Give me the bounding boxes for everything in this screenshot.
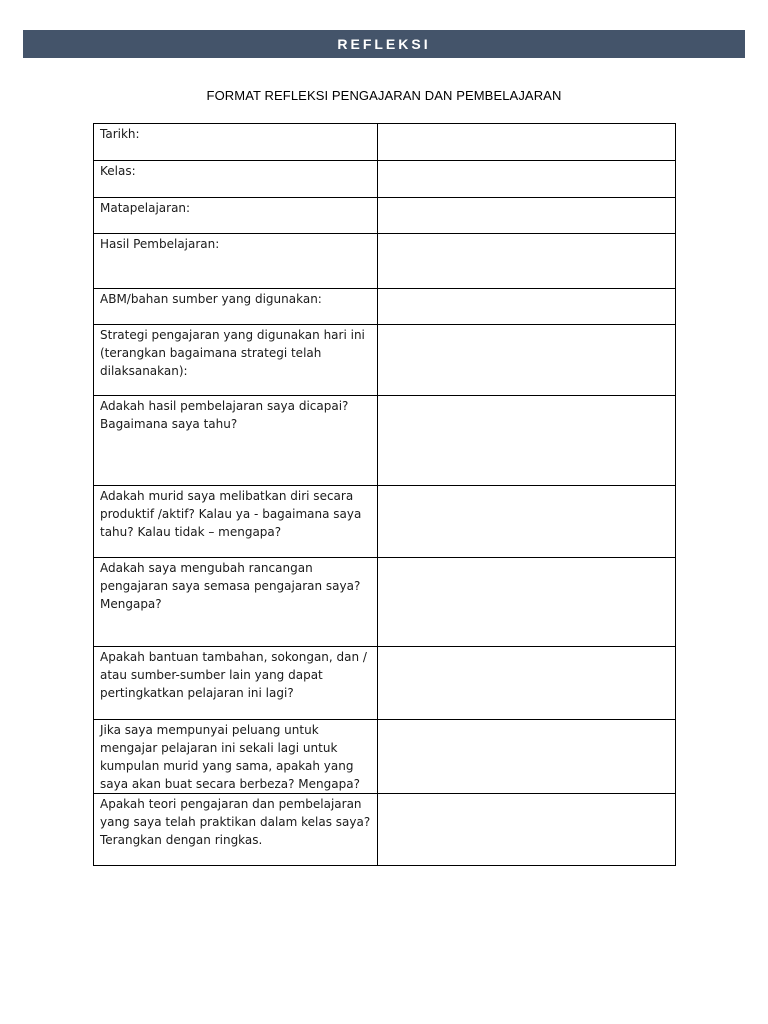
row-label: Hasil Pembelajaran: [94, 234, 378, 289]
row-label: Kelas: [94, 161, 378, 198]
form-row-hasil-dicapai [94, 396, 676, 486]
form-row-peluang-mengajar [94, 720, 676, 794]
form-row-ubah-rancangan [94, 558, 676, 647]
answer-cell-hasil-pembelajaran[interactable] [378, 234, 676, 289]
answer-cell-teori[interactable] [378, 794, 676, 866]
row-label: Adakah saya mengubah rancangan pengajaran saya semasa pengajaran saya? Mengapa? [94, 558, 378, 647]
answer-cell-murid-aktif[interactable] [378, 486, 676, 558]
answer-cell-matapelajaran[interactable] [378, 198, 676, 234]
answer-cell-bantuan-tambahan[interactable] [378, 647, 676, 720]
form-row-matapelajaran [94, 198, 676, 234]
form-row-tarikh [94, 124, 676, 161]
row-label: Adakah murid saya melibatkan diri secara produktif /aktif? Kalau ya - bagaimana saya tahu? Kalau tidak – mengapa? [94, 486, 378, 558]
form-row-kelas [94, 161, 676, 198]
form-row-abm [94, 289, 676, 325]
answer-cell-hasil-dicapai[interactable] [378, 396, 676, 486]
answer-cell-kelas[interactable] [378, 161, 676, 198]
answer-cell-ubah-rancangan[interactable] [378, 558, 676, 647]
form-row-teori [94, 794, 676, 866]
answer-cell-peluang-mengajar[interactable] [378, 720, 676, 794]
document-title: FORMAT REFLEKSI PENGAJARAN DAN PEMBELAJARAN [206, 88, 562, 103]
answer-cell-abm[interactable] [378, 289, 676, 325]
row-label: Apakah teori pengajaran dan pembelajaran yang saya telah praktikan dalam kelas saya? Terangkan dengan ringkas. [94, 794, 378, 866]
row-label: Adakah hasil pembelajaran saya dicapai? Bagaimana saya tahu? [94, 396, 378, 486]
answer-cell-tarikh[interactable] [378, 124, 676, 161]
row-label: ABM/bahan sumber yang digunakan: [94, 289, 378, 325]
row-label: Tarikh: [94, 124, 378, 161]
answer-cell-strategi[interactable] [378, 325, 676, 396]
row-label: Apakah bantuan tambahan, sokongan, dan / atau sumber-sumber lain yang dapat pertingkatkan pelajaran ini lagi? [94, 647, 378, 720]
reflection-form-table [93, 123, 676, 866]
form-row-bantuan-tambahan [94, 647, 676, 720]
row-label: Matapelajaran: [94, 198, 378, 234]
row-label: Strategi pengajaran yang digunakan hari ini (terangkan bagaimana strategi telah dilaksanakan): [94, 325, 378, 396]
section-banner [23, 30, 745, 58]
form-row-hasil-pembelajaran [94, 234, 676, 289]
row-label: Jika saya mempunyai peluang untuk mengajar pelajaran ini sekali lagi untuk kumpulan murid yang sama, apakah yang saya akan buat secara berbeza? Mengapa? [94, 720, 378, 794]
form-row-murid-aktif [94, 486, 676, 558]
banner-title: REFLEKSI [337, 36, 431, 52]
form-row-strategi [94, 325, 676, 396]
